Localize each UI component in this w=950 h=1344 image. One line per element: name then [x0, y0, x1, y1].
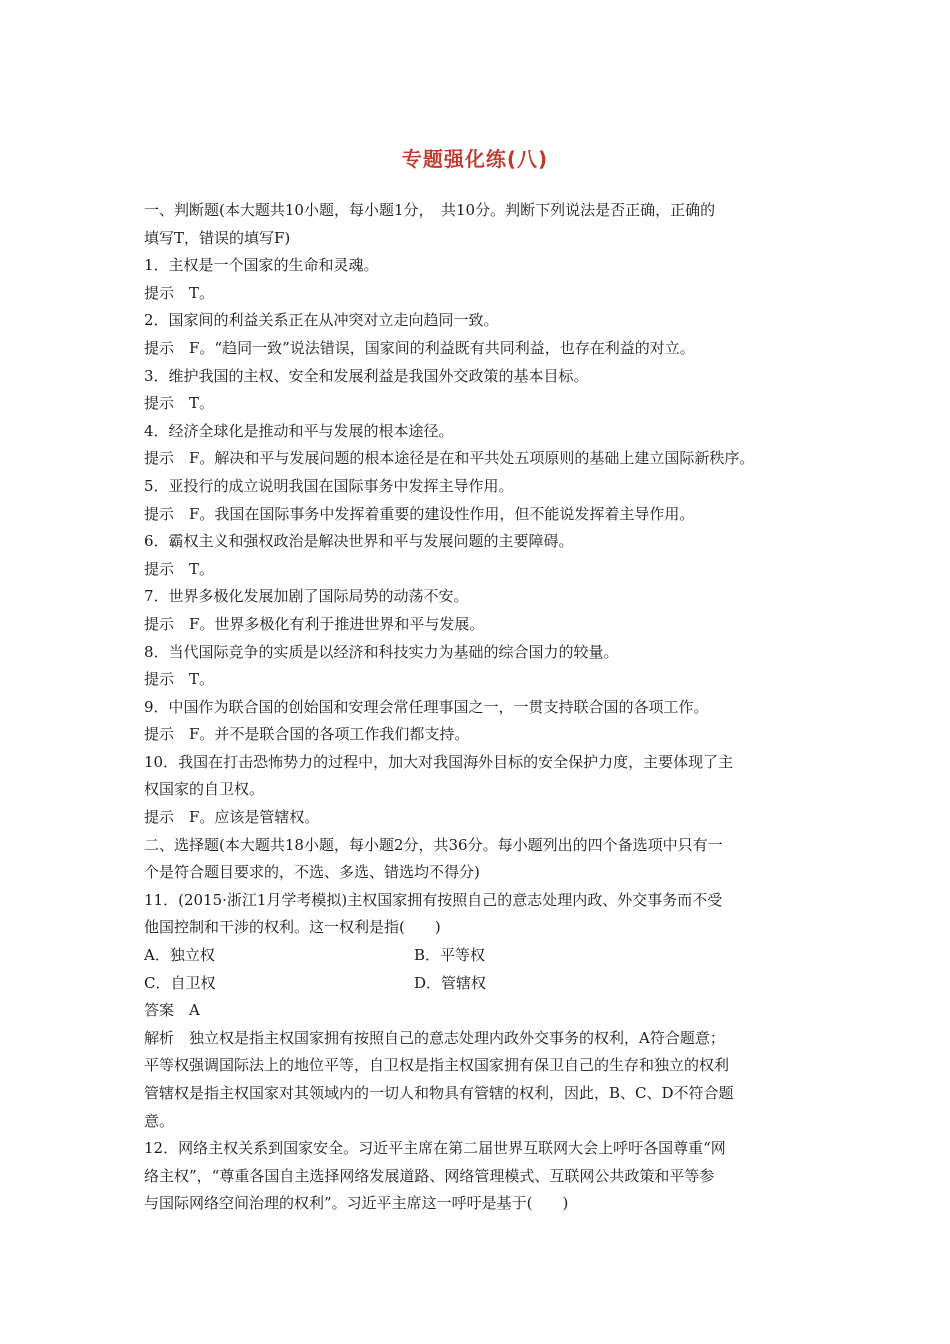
text-line: 平等权强调国际法上的地位平等，自卫权是指主权国家拥有保卫自己的生存和独立的权利	[144, 1056, 730, 1075]
text-line: 提示 T。	[144, 559, 215, 578]
text-line: 1．主权是一个国家的生命和灵魂。	[144, 256, 379, 275]
text-line: 10．我国在打击恐怖势力的过程中，加大对我国海外目标的安全保护力度，主要体现了主	[144, 752, 734, 771]
text-line: 答案 A	[144, 1001, 200, 1020]
text-line: 意。	[144, 1111, 175, 1130]
text-line: 12．网络主权关系到国家安全。习近平主席在第二届世界互联网大会上呼吁各国尊重“网	[144, 1139, 726, 1158]
text-line: 他国控制和干涉的权利。这一权利是指( )	[144, 918, 441, 937]
document-body	[144, 197, 809, 1218]
page-title: 专题强化练(八)	[401, 147, 549, 171]
option-d: D．管辖权	[414, 973, 487, 992]
text-line: 提示 F。并不是联合国的各项工作我们都支持。	[144, 725, 470, 744]
text-line: 提示 T。	[144, 283, 215, 302]
text-line: 解析 独立权是指主权国家拥有按照自己的意志处理内政外交事务的权利，A符合题意；	[144, 1028, 725, 1047]
text-line: 提示 T。	[144, 394, 215, 413]
text-line: 4．经济全球化是推动和平与发展的根本途径。	[144, 421, 454, 440]
text-line: 5．亚投行的成立说明我国在国际事务中发挥主导作用。	[144, 476, 514, 495]
text-line: 权国家的自卫权。	[144, 780, 265, 799]
text-line: 提示 F。应该是管辖权。	[144, 808, 320, 827]
text-line: 二、选择题(本大题共18小题，每小题2分，共36分。每小题列出的四个备选项中只有一	[144, 835, 723, 854]
text-line: 8．当代国际竞争的实质是以经济和科技实力为基础的综合国力的较量。	[144, 642, 619, 661]
text-line: 提示 F。世界多极化有利于推进世界和平与发展。	[144, 614, 485, 633]
text-line: 3．维护我国的主权、安全和发展利益是我国外交政策的基本目标。	[144, 366, 589, 385]
text-line: 络主权”，“尊重各国自主选择网络发展道路、网络管理模式、互联网公共政策和平等参	[144, 1166, 715, 1185]
text-line: 6．霸权主义和强权政治是解决世界和平与发展问题的主要障碍。	[144, 532, 574, 551]
option-c: C．自卫权	[144, 973, 216, 992]
text-line: 提示 F。我国在国际事务中发挥着重要的建设性作用，但不能说发挥着主导作用。	[144, 504, 695, 523]
text-line: 提示 F。解决和平与发展问题的根本途径是在和平共处五项原则的基础上建立国际新秩序。	[144, 449, 755, 468]
text-line: 提示 T。	[144, 670, 215, 689]
text-line: 7．世界多极化发展加剧了国际局势的动荡不安。	[144, 587, 469, 606]
text-line: 11．(2015·浙江1月学考模拟)主权国家拥有按照自己的意志处理内政、外交事务而不受	[144, 890, 723, 909]
option-row-2	[144, 970, 809, 998]
text-block-main	[144, 197, 809, 942]
text-block-answer	[144, 997, 809, 1218]
text-line: 2．国家间的利益关系正在从冲突对立走向趋同一致。	[144, 311, 499, 330]
text-line: 9．中国作为联合国的创始国和安理会常任理事国之一，一贯支持联合国的各项工作。	[144, 697, 709, 716]
option-row-1	[144, 942, 809, 970]
text-line: 管辖权是指主权国家对其领域内的一切人和物具有管辖的权利，因此，B、C、D不符合题	[144, 1084, 734, 1102]
text-line: 一、判断题(本大题共10小题，每小题1分， 共10分。判断下列说法是否正确，正确的	[144, 201, 716, 219]
option-a: A．独立权	[144, 946, 215, 965]
text-line: 与国际网络空间治理的权利”。习近平主席这一呼吁是基于( )	[144, 1194, 569, 1213]
text-line: 填写T，错误的填写F)	[144, 228, 291, 247]
option-b: B．平等权	[414, 946, 486, 965]
text-line: 提示 F。“趋同一致”说法错误，国家间的利益既有共同利益，也存在利益的对立。	[144, 338, 695, 357]
text-line: 个是符合题目要求的，不选、多选、错选均不得分)	[144, 863, 480, 882]
